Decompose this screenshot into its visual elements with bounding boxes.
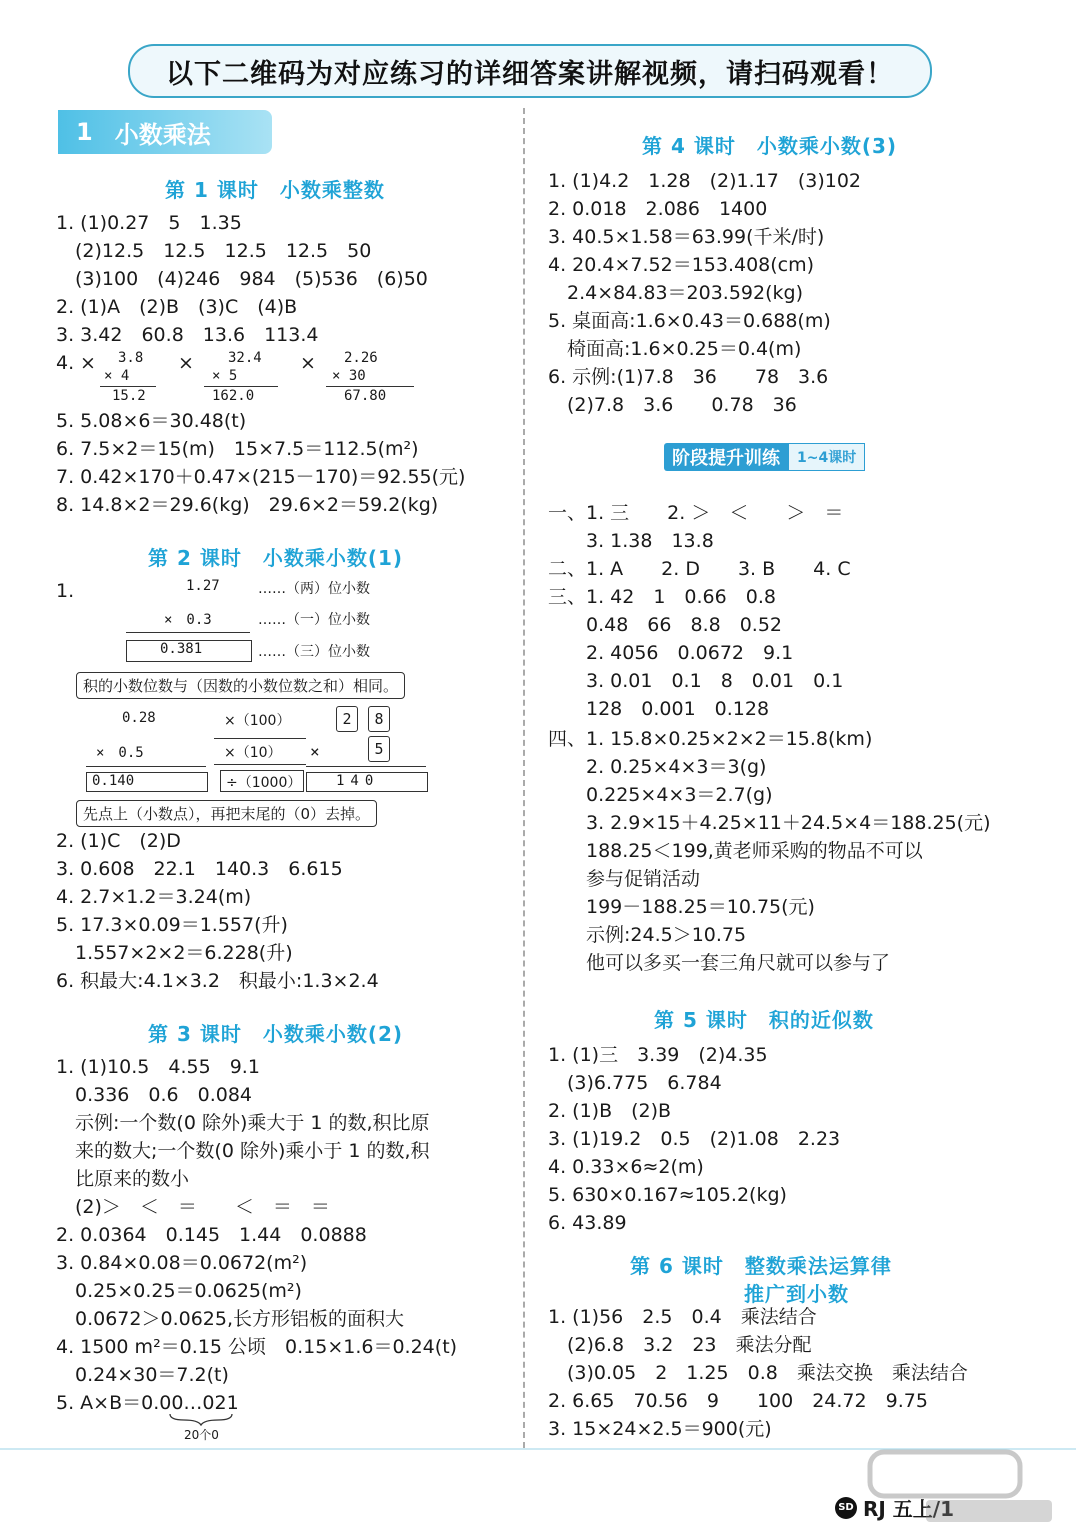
l2-line: 5. 17.3×0.09＝1.557(升) <box>56 914 288 936</box>
stage-line: 二、1. A 2. D 3. B 4. C <box>548 558 851 580</box>
stage-line: 0.48 66 8.8 0.52 <box>548 614 783 636</box>
lesson-5-title: 第 5 课时 积的近似数 <box>654 1008 874 1032</box>
l2-line: 6. 积最大:4.1×3.2 积最小:1.3×2.4 <box>56 970 379 992</box>
l2-line: 2. (1)C (2)D <box>56 830 181 852</box>
q1-n-rule <box>306 766 426 767</box>
q4a-r3: 15.2 <box>112 388 146 404</box>
op-divide-1000: ÷（1000） <box>226 775 302 791</box>
q1-times: × <box>310 742 320 761</box>
l3-line: 2. 0.0364 0.145 1.44 0.0888 <box>56 1224 367 1246</box>
brace-label: 20个0 <box>184 1428 219 1442</box>
l6-line: (2)6.8 3.2 23 乘法分配 <box>548 1334 812 1356</box>
lesson-1-title: 第 1 课时 小数乘整数 <box>165 178 385 202</box>
l1-line: 1. (1)0.27 5 1.35 <box>56 212 242 234</box>
q4c-r2: × 30 <box>332 368 366 384</box>
l4-line: (2)7.8 3.6 0.78 36 <box>548 394 797 416</box>
l6-line: 1. (1)56 2.5 0.4 乘法结合 <box>548 1306 817 1328</box>
l4-line: 5. 桌面高:1.6×0.43＝0.688(m) <box>548 310 831 332</box>
stage-range: 1~4课时 <box>788 443 865 471</box>
watermark-logo-icon <box>866 1446 1056 1526</box>
l6-line: (3)0.05 2 1.25 0.8 乘法交换 乘法结合 <box>548 1362 968 1384</box>
l5-line: 5. 630×0.167≈105.2(kg) <box>548 1184 787 1206</box>
l5-line: (3)6.775 6.784 <box>548 1072 722 1094</box>
stage-label: 阶段提升训练 <box>664 443 788 471</box>
stage-line: 0.225×4×3＝2.7(g) <box>548 784 773 806</box>
q1-m2: × 0.5 <box>96 745 144 761</box>
stage-line: 四、1. 15.8×0.25×2×2＝15.8(km) <box>548 728 873 750</box>
l2-line: 1.557×2×2＝6.228(升) <box>56 942 293 964</box>
q1-m3: 0.140 <box>92 773 135 789</box>
stage-line: 188.25＜199,黄老师采购的物品不可以 <box>548 840 923 862</box>
l4-line: 4. 20.4×7.52＝153.408(cm) <box>548 254 815 276</box>
stage-line: 128 0.001 0.128 <box>548 698 770 720</box>
stage-line: 他可以多买一套三角尺就可以参与了 <box>548 952 891 974</box>
op-multiply-10: ×（10） <box>224 745 282 761</box>
rule-note-1: 积的小数位数与（因数的小数位数之和）相同。 <box>76 672 405 699</box>
q4b-r1: 32.4 <box>228 350 262 366</box>
l4-line: 1. (1)4.2 1.28 (2)1.17 (3)102 <box>548 170 861 192</box>
unit-title: 小数乘法 <box>114 120 211 149</box>
l6-line: 3. 15×24×2.5＝900(元) <box>548 1418 772 1440</box>
q1-r2-note: ……（一）位小数 <box>258 612 370 628</box>
l1-line: 8. 14.8×2＝29.6(kg) 29.6×2＝59.2(kg) <box>56 494 439 516</box>
q4-mark: × <box>178 352 194 374</box>
l2-line: 3. 0.608 22.1 140.3 6.615 <box>56 858 343 880</box>
stage-line: 三、1. 42 1 0.66 0.8 <box>548 586 776 608</box>
l1-line: 7. 0.42×170＋0.47×(215－170)＝92.55(元) <box>56 466 466 488</box>
q1-r3: 0.381 <box>160 641 203 657</box>
l1-line: (3)100 (4)246 984 (5)536 (6)50 <box>56 268 428 290</box>
q1-label: 1. <box>56 580 75 602</box>
q1-m1: 0.28 <box>122 710 156 726</box>
q4c-rule <box>326 386 414 387</box>
q4b-r3: 162.0 <box>212 388 255 404</box>
l2-line: 4. 2.7×1.2＝3.24(m) <box>56 886 252 908</box>
l4-line: 3. 40.5×1.58＝63.99(千米/时) <box>548 226 825 248</box>
stage-line: 3. 0.01 0.1 8 0.01 0.1 <box>548 670 844 692</box>
digit-box: 5 <box>368 736 390 762</box>
l6-line: 2. 6.65 70.56 9 100 24.72 9.75 <box>548 1390 928 1412</box>
l4-line: 2.4×84.83＝203.592(kg) <box>548 282 803 304</box>
unit-header <box>58 110 272 154</box>
rule-note-2: 先点上（小数点），再把末尾的（0）去掉。 <box>76 800 377 827</box>
digit-box: 8 <box>368 706 390 732</box>
q1-r2: × 0.3 <box>164 612 212 628</box>
brace-icon <box>168 1412 234 1426</box>
lesson-6-title: 第 6 课时 整数乘法运算律 <box>630 1254 892 1278</box>
stage-line: 参与促销活动 <box>548 868 701 890</box>
stage-line: 3. 1.38 13.8 <box>548 530 714 552</box>
q4-mark: × <box>300 352 316 374</box>
l3-line: 0.0672＞0.0625,长方形铝板的面积大 <box>56 1308 405 1330</box>
stage-line: 一、1. 三 2. ＞ ＜ ＞ ＝ <box>548 502 844 524</box>
l4-line: 6. 示例:(1)7.8 36 78 3.6 <box>548 366 829 388</box>
lesson-3-title: 第 3 课时 小数乘小数(2) <box>148 1022 404 1046</box>
l5-line: 4. 0.33×6≈2(m) <box>548 1156 704 1178</box>
digit-box: 2 <box>336 706 358 732</box>
l5-line: 6. 43.89 <box>548 1212 627 1234</box>
l1-line: 6. 7.5×2＝15(m) 15×7.5＝112.5(m²) <box>56 438 419 460</box>
l5-line: 3. (1)19.2 0.5 (2)1.08 2.23 <box>548 1128 841 1150</box>
op-multiply-100: ×（100） <box>224 713 291 729</box>
q4-mark: × <box>80 352 96 374</box>
l3-line: 4. 1500 m²＝0.15 公顷 0.15×1.6＝0.24(t) <box>56 1336 458 1358</box>
l4-line: 2. 0.018 2.086 1400 <box>548 198 768 220</box>
arrow-line-1 <box>214 738 306 739</box>
stage-line: 3. 2.9×15＋4.25×11＋24.5×4＝188.25(元) <box>548 812 991 834</box>
l3-line: 3. 0.84×0.08＝0.0672(m²) <box>56 1252 308 1274</box>
unit-number: 1 <box>76 118 93 146</box>
l3-line: 0.25×0.25＝0.0625(m²) <box>56 1280 302 1302</box>
q4a-r1: 3.8 <box>118 350 144 366</box>
l5-line: 2. (1)B (2)B <box>548 1100 672 1122</box>
lesson-6-subtitle: 推广到小数 <box>744 1282 849 1306</box>
lesson-2-title: 第 2 课时 小数乘小数(1) <box>148 546 404 570</box>
l3-line: 比原来的数小 <box>56 1168 190 1190</box>
q4a-r2: × 4 <box>104 368 130 384</box>
l3-line: 1. (1)10.5 4.55 9.1 <box>56 1056 260 1078</box>
l1-line: 5. 5.08×6＝30.48(t) <box>56 410 247 432</box>
publisher-logo-icon: SD <box>835 1497 857 1519</box>
l4-line: 椅面高:1.6×0.25＝0.4(m) <box>548 338 802 360</box>
l1-line: 3. 3.42 60.8 13.6 113.4 <box>56 324 319 346</box>
stage-line: 2. 4056 0.0672 9.1 <box>548 642 794 664</box>
q4c-r1: 2.26 <box>344 350 378 366</box>
l3-line: 0.24×30＝7.2(t) <box>56 1364 229 1386</box>
q1-r3-note: ……（三）位小数 <box>258 644 370 660</box>
l3-line: 示例:一个数(0 除外)乘大于 1 的数,积比原 <box>56 1112 430 1134</box>
l3-line: 0.336 0.6 0.084 <box>56 1084 253 1106</box>
q1-m-rule <box>86 766 206 767</box>
q1-r1-note: ……（两）位小数 <box>258 581 370 597</box>
arrow-line-2 <box>214 764 306 765</box>
stage-line: 2. 0.25×4×3＝3(g) <box>548 756 767 778</box>
q4b-r2: × 5 <box>212 368 238 384</box>
l5-line: 1. (1)三 3.39 (2)4.35 <box>548 1044 768 1066</box>
q1-r1: 1.27 <box>186 578 220 594</box>
l1-line: 2. (1)A (2)B (3)C (4)B <box>56 296 298 318</box>
l3-line: (2)＞ ＜ ＝ ＜ ＝ ＝ <box>56 1196 330 1218</box>
column-divider <box>523 108 525 1448</box>
stage-line: 199－188.25＝10.75(元) <box>548 896 815 918</box>
stage-training-badge <box>664 443 865 471</box>
l3-line: 来的数大;一个数(0 除外)乘小于 1 的数,积 <box>56 1140 430 1162</box>
banner: 以下二维码为对应练习的详细答案讲解视频，请扫码观看！ <box>128 44 932 98</box>
page-number: RJ 五上/1 <box>863 1497 955 1521</box>
q4-label: 4. <box>56 352 75 374</box>
q4a-rule <box>100 386 156 387</box>
l1-line: (2)12.5 12.5 12.5 12.5 50 <box>56 240 372 262</box>
l3-line: 5. A×B＝0.00…021 <box>56 1392 239 1414</box>
q4c-r3: 67.80 <box>344 388 387 404</box>
q1-rule <box>126 632 250 633</box>
q4b-rule <box>204 386 278 387</box>
lesson-4-title: 第 4 课时 小数乘小数(3) <box>642 134 898 158</box>
stage-line: 示例:24.5＞10.75 <box>548 924 747 946</box>
q1-n3: 140 <box>336 773 380 789</box>
